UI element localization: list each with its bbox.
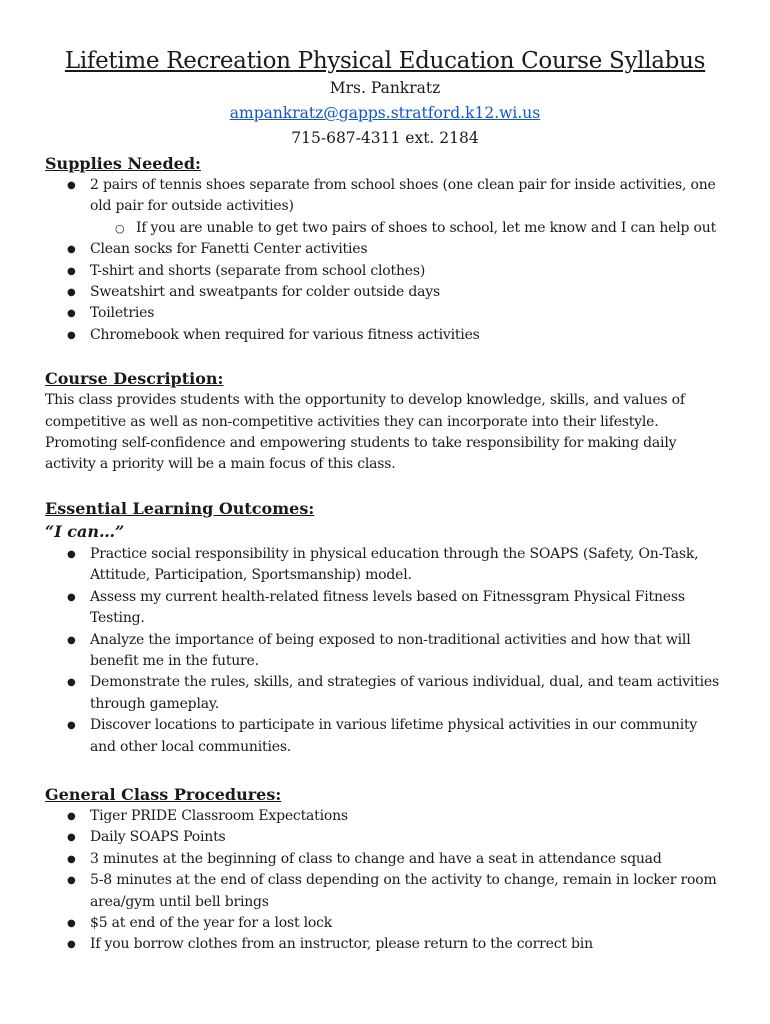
list-item: ● Demonstrate the rules, skills, and strategies of various individual, dual, and team activities through gameplay.	[45, 672, 726, 715]
list-item: ● $5 at end of the year for a lost lock	[45, 913, 726, 934]
procedures-heading: General Class Procedures:	[45, 784, 282, 804]
list-item: ● Clean socks for Fanetti Center activities	[45, 239, 726, 260]
list-sub-item: ○ If you are unable to get two pairs of shoes to school, let me know and I can help out	[45, 218, 726, 239]
procedures-list	[45, 806, 726, 956]
supplies-heading: Supplies Needed:	[45, 154, 201, 173]
outcomes-heading: Essential Learning Outcomes:	[45, 498, 315, 518]
list-item: ● Practice social responsibility in physical education through the SOAPS (Safety, On-Task, Attitude, Participation, Sportsmanship) model.	[45, 544, 726, 587]
list-item: ● Discover locations to participate in various lifetime physical activities in our community and other local communities.	[45, 715, 726, 758]
course-description-heading: Course Description:	[45, 369, 224, 389]
phone-number: 715-687-4311 ext. 2184	[291, 129, 479, 147]
document-body	[45, 153, 726, 956]
document-title: Lifetime Recreation Physical Education Course Syllabus	[64, 48, 706, 74]
list-item: ● If you borrow clothes from an instructor, please return to the correct bin	[45, 934, 726, 955]
list-item: ● Sweatshirt and sweatpants for colder outside days	[45, 282, 726, 303]
course-description-text: This class provides students with the opportunity to develop knowledge, skills, and values of competitive as well as non-competitive activities they can incorporate into their lifestyle. Promoting self-confidence and empowering students to take responsibility for making daily activity a priority will be a main focus of this class.	[45, 392, 685, 473]
document-header	[0, 0, 770, 151]
list-item: ● 5-8 minutes at the end of class depending on the activity to change, remain in locker room area/gym until bell brings	[45, 870, 726, 913]
outcomes-list	[45, 544, 726, 758]
list-item: ● Toiletries	[45, 303, 726, 324]
list-item: ● Assess my current health-related fitness levels based on Fitnessgram Physical Fitness Testing.	[45, 587, 726, 630]
list-item: ● Tiger PRIDE Classroom Expectations	[45, 806, 726, 827]
list-item: ● Chromebook when required for various fitness activities	[45, 325, 726, 346]
list-item: ● Daily SOAPS Points	[45, 827, 726, 848]
supplies-list	[45, 175, 726, 346]
teacher-name: Mrs. Pankratz	[329, 79, 441, 97]
outcomes-subheading: “I can…”	[45, 521, 125, 541]
list-item: ● T-shirt and shorts (separate from school clothes)	[45, 261, 726, 282]
list-item: ● 3 minutes at the beginning of class to change and have a seat in attendance squad	[45, 849, 726, 870]
email-link[interactable]: ampankratz@gapps.stratford.k12.wi.us	[229, 104, 541, 122]
list-item: ● Analyze the importance of being exposed to non-traditional activities and how that will benefit me in the future.	[45, 630, 726, 673]
list-item: ● 2 pairs of tennis shoes separate from school shoes (one clean pair for inside activities, one old pair for outside activities)	[45, 175, 726, 218]
